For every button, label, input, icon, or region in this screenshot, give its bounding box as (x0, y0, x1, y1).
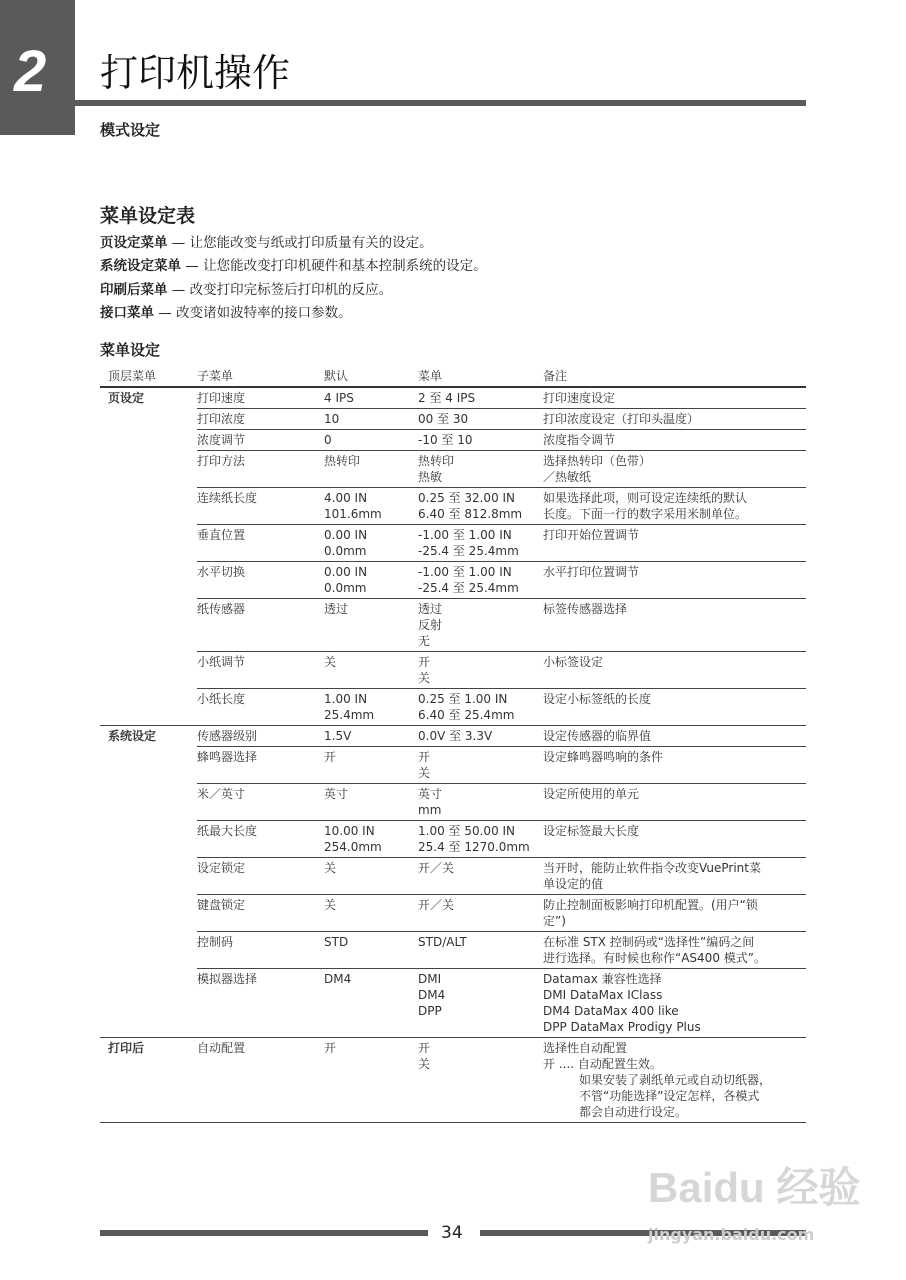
menu-cell-line: -25.4 至 25.4mm (418, 581, 519, 595)
table-row (100, 387, 806, 409)
menu-cell-line: -10 至 10 (418, 433, 473, 447)
menu-cell-line: STD/ALT (418, 935, 467, 949)
menu-cell-line: 0.25 至 32.00 IN (418, 491, 516, 505)
menu-cell (418, 858, 543, 895)
note-cell-line: DM4 DataMax 400 like (543, 1004, 679, 1018)
intro-term: 页设定菜单 (100, 235, 168, 251)
menu-cell-line: -1.00 至 1.00 IN (418, 528, 512, 542)
default-cell-line: STD (324, 935, 349, 949)
menu-cell-line: 开 (418, 1041, 431, 1055)
note-cell (543, 747, 806, 784)
menu-cell (418, 409, 543, 430)
note-cell-line: 选择热转印（色带） (543, 454, 652, 468)
note-cell (543, 969, 806, 1038)
default-cell (324, 430, 418, 451)
note-cell-line: 在标准 STX 控制码或“选择性”编码之间 (543, 935, 755, 949)
default-cell (324, 652, 418, 689)
default-cell-line: 10.00 IN (324, 824, 375, 838)
menu-cell (418, 726, 543, 747)
intro-term: 接口菜单 (100, 305, 154, 321)
menu-cell-line: 开／关 (418, 898, 455, 912)
top-menu-cell (100, 451, 197, 488)
note-cell-line: 长度。下面一行的数字采用米制单位。 (543, 507, 748, 521)
submenu-cell: 蜂鸣器选择 (197, 747, 324, 784)
note-cell (543, 488, 806, 525)
note-cell (543, 784, 806, 821)
menu-cell-line: 开／关 (418, 861, 455, 875)
menu-cell (418, 488, 543, 525)
submenu-cell: 模拟器选择 (197, 969, 324, 1038)
menu-cell-line: 关 (418, 1057, 431, 1071)
submenu-cell: 设定锁定 (197, 858, 324, 895)
menu-cell (418, 895, 543, 932)
default-cell-line: 101.6mm (324, 507, 382, 521)
menu-cell (418, 747, 543, 784)
note-cell (543, 525, 806, 562)
default-cell-line: 开 (324, 750, 337, 764)
intro-item (100, 254, 487, 274)
note-cell-line: 不管“功能选择”设定怎样，各模式 (579, 1089, 760, 1103)
submenu-cell: 连续纸长度 (197, 488, 324, 525)
menu-cell (418, 387, 543, 409)
note-cell-line: 设定所使用的单元 (543, 787, 640, 801)
default-cell (324, 599, 418, 652)
top-menu-cell (100, 488, 197, 525)
note-cell (543, 652, 806, 689)
title-divider (75, 100, 806, 106)
note-cell (543, 430, 806, 451)
submenu-cell: 自动配置 (197, 1038, 324, 1123)
note-cell-line: 设定标签最大长度 (543, 824, 640, 838)
default-cell-line: 开 (324, 1041, 337, 1055)
submenu-cell: 水平切换 (197, 562, 324, 599)
note-cell-line: 都会自动进行设定。 (579, 1105, 688, 1119)
submenu-cell: 键盘锁定 (197, 895, 324, 932)
submenu-cell: 打印速度 (197, 387, 324, 409)
top-menu-cell: 系统设定 (108, 729, 157, 743)
note-cell (543, 932, 806, 969)
menu-cell-line: DMI (418, 972, 442, 986)
menu-table-heading: 菜单设定表 (100, 205, 196, 227)
top-menu-cell: 打印后 (100, 1038, 197, 1123)
note-cell-line: 防止控制面板影响打印机配置。(用户“锁 (543, 898, 758, 912)
section-title: 模式设定 (100, 121, 161, 139)
top-menu-cell (100, 430, 197, 451)
chapter-number-box (0, 0, 75, 135)
note-cell-line: DMI DataMax IClass (543, 988, 663, 1002)
note-cell (543, 821, 806, 858)
note-cell-line: 打印浓度设定（打印头温度） (543, 412, 700, 426)
top-menu-cell (100, 599, 197, 652)
default-cell-line: 25.4mm (324, 708, 375, 722)
column-header: 默认 (324, 368, 418, 387)
menu-cell-line: 英寸 (418, 787, 443, 801)
page-number: 34 (441, 1223, 463, 1243)
default-cell (324, 409, 418, 430)
submenu-cell: 米／英寸 (197, 784, 324, 821)
table-row (100, 488, 806, 525)
menu-cell (418, 525, 543, 562)
menu-cell-line: DPP (418, 1004, 442, 1018)
table-row (100, 858, 806, 895)
menu-cell-line: 6.40 至 812.8mm (418, 507, 523, 521)
note-cell-line: 标签传感器选择 (543, 602, 628, 616)
default-cell (324, 932, 418, 969)
menu-cell-line: 透过 (418, 602, 443, 616)
intro-term: 印刷后菜单 (100, 282, 168, 298)
note-cell-line: 当开时，能防止软件指令改变VuePrint菜 (543, 861, 761, 875)
menu-settings-heading: 菜单设定 (100, 341, 161, 359)
watermark-logo: Baidu 经验 (648, 1164, 861, 1211)
note-cell (543, 599, 806, 652)
menu-cell-line: 热敏 (418, 470, 443, 484)
note-cell-line: 设定传感器的临界值 (543, 729, 652, 743)
menu-cell-line: 0.25 至 1.00 IN (418, 692, 508, 706)
note-cell (543, 562, 806, 599)
note-cell-line: 单设定的值 (543, 877, 604, 891)
top-menu-cell (100, 409, 197, 430)
top-menu-cell (100, 747, 197, 784)
menu-cell-line: 2 至 4 IPS (418, 391, 476, 405)
note-cell-line: 设定蜂鸣器鸣响的条件 (543, 750, 664, 764)
menu-settings-table (100, 368, 806, 1123)
top-menu-cell (100, 858, 197, 895)
default-cell (324, 784, 418, 821)
default-cell (324, 387, 418, 409)
intro-item (100, 278, 392, 298)
table-row (100, 895, 806, 932)
default-cell-line: 关 (324, 655, 337, 669)
submenu-cell: 小纸长度 (197, 689, 324, 726)
watermark-url: jingyan.baidu.com (648, 1225, 815, 1244)
default-cell-line: 0.00 IN (324, 528, 368, 542)
submenu-cell: 纸传感器 (197, 599, 324, 652)
table-row (100, 726, 806, 747)
note-cell-line: 小标签设定 (543, 655, 604, 669)
top-menu-cell (100, 652, 197, 689)
table-row (100, 747, 806, 784)
top-menu-cell (100, 932, 197, 969)
default-cell-line: 0.00 IN (324, 565, 368, 579)
default-cell-line: 英寸 (324, 787, 349, 801)
menu-cell-line: -25.4 至 25.4mm (418, 544, 519, 558)
default-cell (324, 858, 418, 895)
note-cell-line: 打印开始位置调节 (543, 528, 640, 542)
note-cell-line: 进行选择。有时候也称作“AS400 模式”。 (543, 951, 766, 965)
intro-desc: — 让您能改变与纸或打印质量有关的设定。 (167, 235, 433, 251)
menu-cell (418, 451, 543, 488)
note-cell-line: 选择性自动配置 (543, 1041, 628, 1055)
menu-cell (418, 430, 543, 451)
default-cell (324, 451, 418, 488)
intro-item (100, 231, 433, 251)
default-cell (324, 525, 418, 562)
default-cell-line: 0.0mm (324, 544, 367, 558)
menu-cell-line: 无 (418, 634, 431, 648)
table-row (100, 562, 806, 599)
chapter-title: 打印机操作 (100, 51, 291, 95)
top-menu-cell (100, 784, 197, 821)
intro-desc: — 改变诸如波特率的接口参数。 (154, 305, 352, 321)
top-menu-cell (100, 895, 197, 932)
menu-cell (418, 821, 543, 858)
top-menu-cell (100, 821, 197, 858)
default-cell (324, 895, 418, 932)
top-menu-cell (100, 562, 197, 599)
chapter-number: 2 (14, 39, 47, 104)
default-cell-line: 0.0mm (324, 581, 367, 595)
table-row (100, 451, 806, 488)
default-cell-line: 热转印 (324, 454, 361, 468)
default-cell-line: 关 (324, 861, 337, 875)
table-row (100, 821, 806, 858)
menu-cell (418, 689, 543, 726)
note-cell (543, 689, 806, 726)
menu-cell-line: 开 (418, 750, 431, 764)
intro-desc: — 改变打印完标签后打印机的反应。 (167, 282, 393, 298)
intro-desc: — 让您能改变打印机硬件和基本控制系统的设定。 (181, 258, 487, 274)
note-cell-line: 打印速度设定 (543, 391, 616, 405)
default-cell-line: DM4 (324, 972, 352, 986)
note-cell (543, 387, 806, 409)
column-header: 备注 (543, 368, 806, 387)
note-cell-line: 如果安装了剥纸单元或自动切纸器， (579, 1073, 772, 1087)
submenu-cell: 垂直位置 (197, 525, 324, 562)
top-menu-cell: 页设定 (108, 391, 145, 405)
top-menu-cell (100, 689, 197, 726)
table-row (100, 689, 806, 726)
footer-bar-left (100, 1230, 428, 1236)
menu-cell-line: 开 (418, 655, 431, 669)
default-cell-line: 4.00 IN (324, 491, 368, 505)
default-cell-line: 关 (324, 898, 337, 912)
table-row (100, 525, 806, 562)
top-menu-cell (100, 525, 197, 562)
note-cell (543, 1038, 806, 1123)
table-row (100, 409, 806, 430)
note-cell (543, 451, 806, 488)
submenu-cell: 纸最大长度 (197, 821, 324, 858)
table-row (100, 969, 806, 1038)
menu-cell-line: 6.40 至 25.4mm (418, 708, 515, 722)
note-cell-line: 设定小标签纸的长度 (543, 692, 652, 706)
note-cell-line: 水平打印位置调节 (543, 565, 640, 579)
menu-cell-line: 热转印 (418, 454, 455, 468)
note-cell (543, 858, 806, 895)
default-cell-line: 254.0mm (324, 840, 382, 854)
default-cell-line: 透过 (324, 602, 349, 616)
default-cell-line: 0 (324, 433, 332, 447)
default-cell-line: 1.00 IN (324, 692, 368, 706)
note-cell (543, 895, 806, 932)
table-row (100, 430, 806, 451)
menu-cell (418, 784, 543, 821)
column-header: 顶层菜单 (100, 368, 197, 387)
menu-cell-line: 反射 (418, 618, 443, 632)
submenu-cell: 小纸调节 (197, 652, 324, 689)
default-cell (324, 726, 418, 747)
menu-cell-line: 关 (418, 766, 431, 780)
note-cell-line: 定”) (543, 914, 566, 928)
table-row (100, 599, 806, 652)
menu-cell-line: mm (418, 803, 442, 817)
table-row (100, 652, 806, 689)
note-cell-line: DPP DataMax Prodigy Plus (543, 1020, 701, 1034)
menu-cell (418, 1038, 543, 1123)
note-cell-line: Datamax 兼容性选择 (543, 972, 662, 986)
default-cell-line: 1.5V (324, 729, 352, 743)
note-cell-line: 开 .... 自动配置生效。 (543, 1057, 662, 1071)
menu-cell-line: 1.00 至 50.00 IN (418, 824, 516, 838)
submenu-cell: 打印浓度 (197, 409, 324, 430)
default-cell (324, 562, 418, 599)
menu-cell-line: 00 至 30 (418, 412, 469, 426)
submenu-cell: 传感器级别 (197, 726, 324, 747)
default-cell-line: 10 (324, 412, 340, 426)
menu-cell (418, 562, 543, 599)
note-cell-line: 如果选择此项，则可设定连续纸的默认 (543, 491, 748, 505)
table-row (100, 1038, 806, 1123)
note-cell (543, 409, 806, 430)
menu-cell-line: 25.4 至 1270.0mm (418, 840, 530, 854)
default-cell (324, 969, 418, 1038)
note-cell-line: 浓度指令调节 (543, 433, 616, 447)
top-menu-cell (100, 969, 197, 1038)
column-header: 菜单 (418, 368, 543, 387)
default-cell (324, 821, 418, 858)
default-cell (324, 689, 418, 726)
intro-term: 系统设定菜单 (100, 258, 181, 274)
submenu-cell: 浓度调节 (197, 430, 324, 451)
menu-cell (418, 969, 543, 1038)
menu-cell-line: 0.0V 至 3.3V (418, 729, 493, 743)
table-row (100, 784, 806, 821)
menu-cell-line: -1.00 至 1.00 IN (418, 565, 512, 579)
default-cell (324, 747, 418, 784)
submenu-cell: 控制码 (197, 932, 324, 969)
intro-item (100, 301, 352, 321)
default-cell-line: 4 IPS (324, 391, 354, 405)
note-cell (543, 726, 806, 747)
submenu-cell: 打印方法 (197, 451, 324, 488)
menu-cell-line: DM4 (418, 988, 446, 1002)
table-row (100, 932, 806, 969)
column-header: 子菜单 (197, 368, 324, 387)
table-header-row (100, 368, 806, 387)
note-cell-line: ／热敏纸 (543, 470, 592, 484)
default-cell (324, 488, 418, 525)
menu-cell (418, 932, 543, 969)
menu-cell (418, 652, 543, 689)
default-cell (324, 1038, 418, 1123)
menu-cell-line: 关 (418, 671, 431, 685)
menu-cell (418, 599, 543, 652)
